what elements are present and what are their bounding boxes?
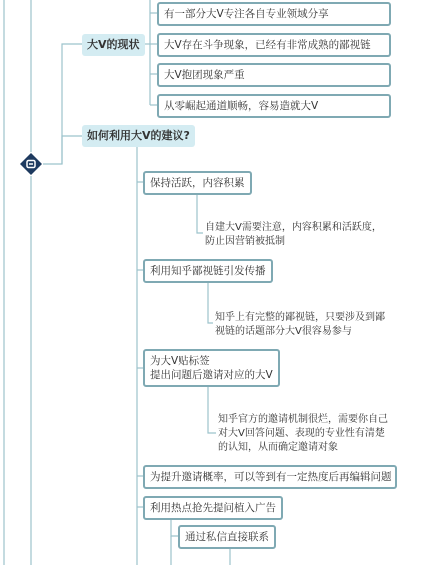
- status-item-1-label: 有一部分大V专注各自专业领域分享: [164, 8, 329, 20]
- category-status[interactable]: [82, 34, 145, 56]
- status-item-3-label: 大V抱团现象严重: [164, 69, 245, 81]
- status-item-2[interactable]: [157, 33, 391, 57]
- hub-node[interactable]: [19, 152, 43, 176]
- advice-item-5-label: 利用热点抢先提问植入广告: [150, 502, 276, 514]
- advice-item-3-label-line-2: 提出问题后邀请对应的大V: [150, 369, 273, 381]
- advice-item-2-label: 利用知乎鄙视链引发传播: [150, 265, 266, 277]
- advice-item-5-child-1[interactable]: [178, 525, 276, 549]
- advice-item-1-label: 保持活跃，内容积累: [150, 177, 245, 189]
- advice-item-4-label: 为提升邀请概率，可以等到有一定热度后再编辑问题: [150, 471, 392, 483]
- advice-item-3-label-line-1: 为大V贴标签: [150, 355, 210, 367]
- category-advice-label: 如何利用大V的建议?: [87, 129, 190, 142]
- category-advice[interactable]: [82, 125, 195, 147]
- status-item-3[interactable]: [157, 63, 391, 87]
- advice-item-1-note: 自建大V需要注意，内容积累和活跃度，防止因营销被抵制: [205, 222, 382, 247]
- status-item-4[interactable]: [157, 94, 391, 118]
- advice-item-2-note: 知乎上有完整的鄙视链，只要涉及到鄙视链的话题部分大V很容易参与: [215, 312, 385, 337]
- advice-item-3-note: 知乎官方的邀请机制很烂，需要你自己对大V回答问题、表现的专业性有清楚的认知，从而确定邀请对象: [218, 414, 388, 453]
- status-item-4-label: 从零崛起通道顺畅，容易造就大V: [164, 100, 319, 112]
- category-status-label: 大V的现状: [87, 38, 140, 51]
- collapse-badge-icon: [19, 152, 43, 176]
- advice-item-4[interactable]: [143, 465, 397, 489]
- status-item-1[interactable]: [157, 2, 391, 26]
- advice-item-5[interactable]: [143, 496, 283, 520]
- advice-item-2[interactable]: [143, 259, 273, 283]
- advice-item-5-child-1-label: 通过私信直接联系: [185, 531, 269, 543]
- status-item-2-label: 大V存在斗争现象，已经有非常成熟的鄙视链: [164, 39, 371, 51]
- advice-item-1[interactable]: [143, 171, 252, 195]
- advice-item-3[interactable]: [143, 349, 280, 387]
